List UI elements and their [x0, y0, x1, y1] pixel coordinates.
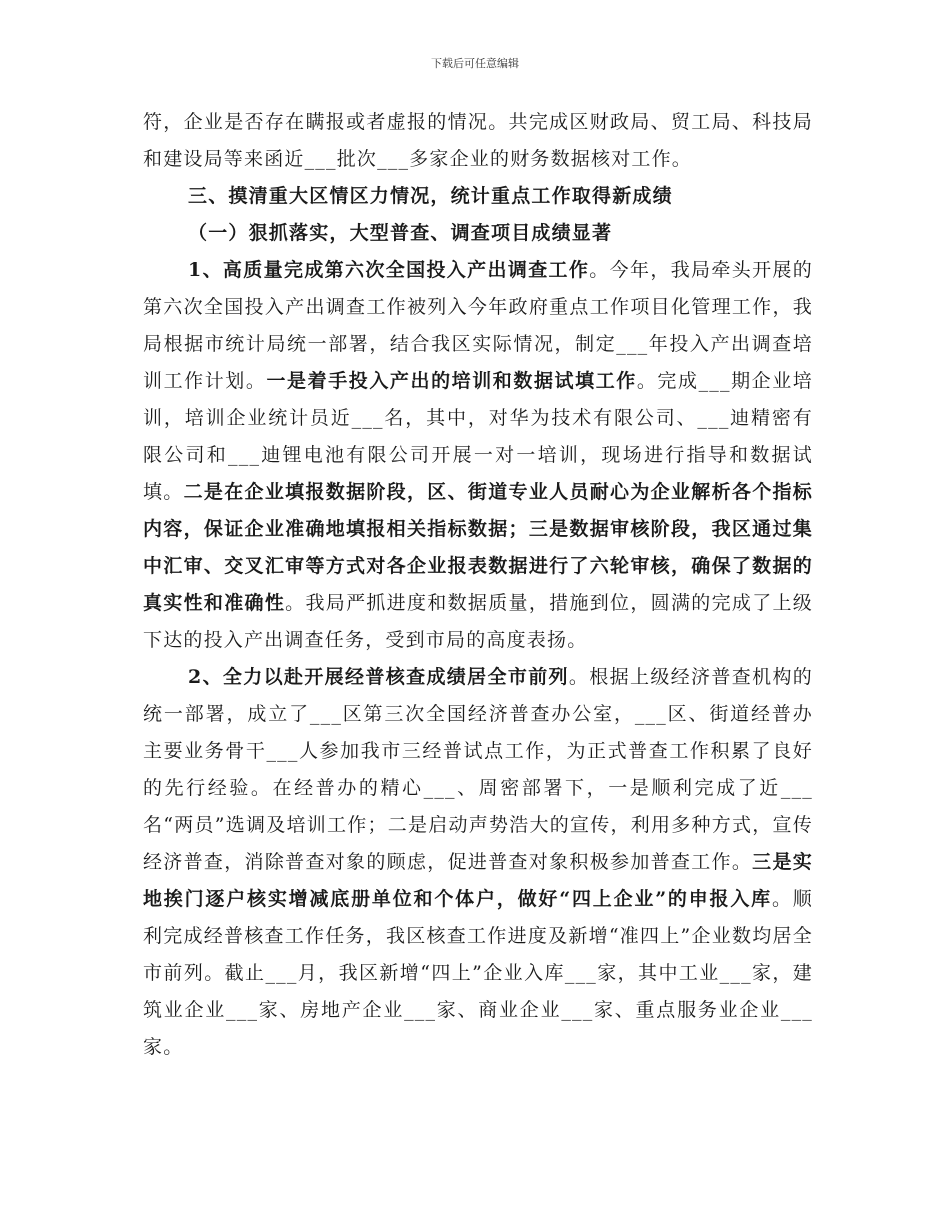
paragraph-input-output-survey	[143, 252, 813, 659]
paragraph-economic-census	[143, 659, 813, 1066]
paragraph-text: 。顺利完成经普核查工作任务，我区核查工作进度及新增“准四上”企业数均居全市前列。截止___月，我区新增“四上”企业入库___家，其中工业___家，建筑业企业___家、房地产企业___家、商业企业___家、重点服务业企业___家。	[143, 888, 813, 1058]
paragraph-lead-2: 2、全力以赴开展经普核查成绩居全市前列	[188, 666, 569, 688]
paragraph-bold: 二是在企业填报数据阶段，区、街道专业人员耐心为企业解析各个指标内容，保证企业准确地填报相关指标数据；三是数据审核阶段，我区通过集中汇审、交叉汇审等方式对各企业报表数据进行了六轮审核，确保了数据的真实性和准确性	[143, 481, 814, 614]
paragraph-bold: 一是着手投入产出的培训和数据试填工作	[266, 370, 637, 392]
subsection-heading-1: （一）狠抓落实，大型普查、调查项目成绩显著	[188, 222, 613, 244]
paragraph-text: 。根据上级经济普查机构的统一部署，成立了___区第三次全国经济普查办公室，___区、街道经普办主要业务骨干___人参加我市三经普试点工作，为正式普查工作积累了良好的先行经验。在经普办的精心___、周密部署下，一是顺利完成了近___名“两员”选调及培训工作；二是启动声势浩大的宣传，利用多种方式，宣传经济普查，消除普查对象的顾虑，促进普查对象积极参加普查工作。	[143, 666, 813, 873]
paragraph-text: 。我局严抓进度和数据质量，措施到位，圆满的完成了上级下达的投入产出调查任务，受到市局的高度表扬。	[143, 592, 814, 651]
paragraph-bold: 三是实地挨门逐户核实增减底册单位和个体户，做好“四上企业”的申报入库	[143, 851, 813, 910]
paragraph-continuation: 符，企业是否存在瞒报或者虚报的情况。共完成区财政局、贸工局、科技局和建设局等来函近___批次___多家企业的财务数据核对工作。	[143, 111, 813, 170]
paragraph-text: 。完成___期企业培训，培训企业统计员近___名，其中，对华为技术有限公司、___迪精密有限公司和___迪锂电池有限公司开展一对一培训，现场进行指导和数据试填。	[143, 370, 813, 503]
paragraph-text: 。今年，我局牵头开展的第六次全国投入产出调查工作被列入今年政府重点工作项目化管理工作，我局根据市统计局统一部署，结合我区实际情况，制定___年投入产出调查培训工作计划。	[143, 259, 813, 392]
paragraph-lead-1: 1、高质量完成第六次全国投入产出调查工作	[188, 259, 590, 281]
document-body	[143, 104, 813, 1066]
page-header: 下载后可任意编辑	[431, 57, 519, 70]
section-heading-3: 三、摸清重大区情区力情况，统计重点工作取得新成绩	[188, 185, 673, 207]
